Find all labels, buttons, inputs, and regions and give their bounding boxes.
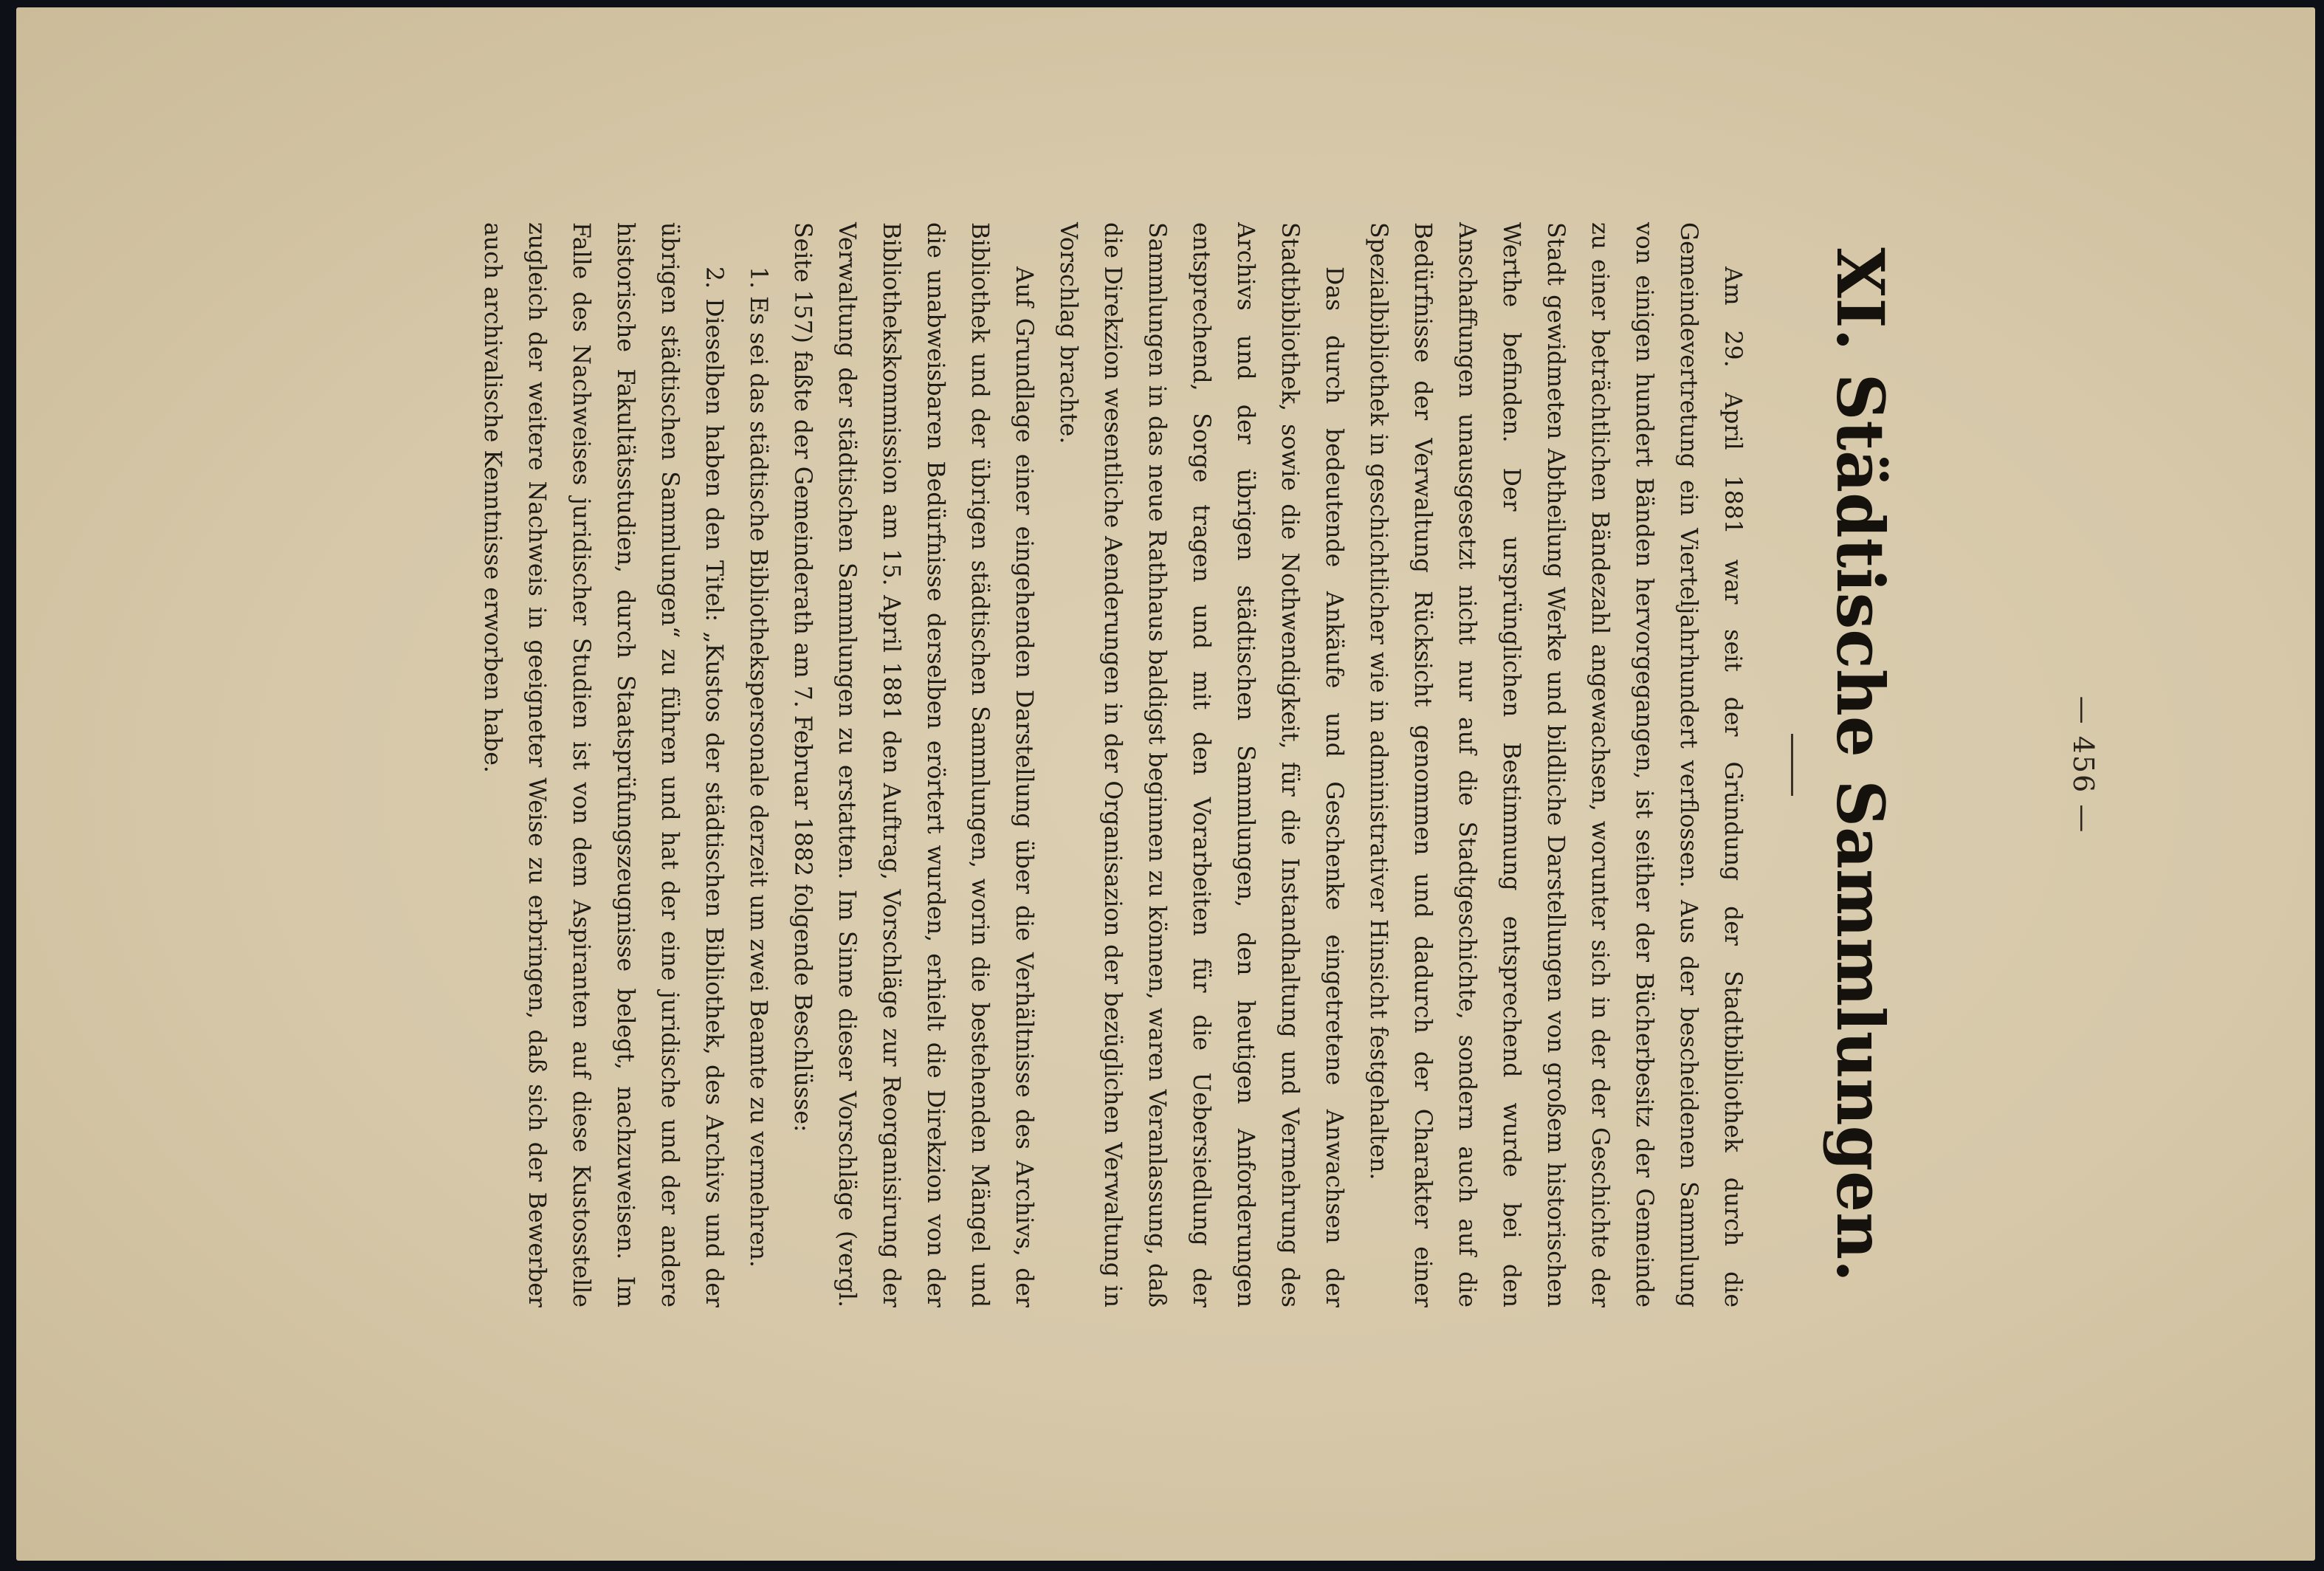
page-number: — 456 — [2067,695,2100,834]
paragraph-5: 2. Dieselben haben den Titel: „Kustos der städtischen Bibliothek, des Archivs und der übrigen städtischen Sammlungen“ zu führen und hat der eine juridische und der andere historische Fakultätsstudien, durch Staatsprüfungszeugnisse belegt, nachzuweisen. Im Falle des Nachweises juridischer Studien ist von dem Aspiranten auf diese Kustosstelle zugleich der weitere Nachweis in geeigneter Weise zu erbringen, daß sich der Bewerber auch archivalische Kenntnisse erworben habe. [479,222,727,1307]
paper-sheet [16,7,2315,1561]
body-text [470,222,1755,1307]
chapter-title: XI. Städtische Sammlungen. [1822,247,1899,1282]
rotated-page-content [241,222,2102,1307]
title-divider [1791,734,1793,796]
paragraph-1: Am 29. April 1881 war seit der Gründung der Stadtbibliothek durch die Gemeindevertretung ein Vierteljahrhundert verflossen. Aus der bescheidenen Sammlung von einigen hundert Bänden hervorgegangen, ist seither der Bücherbesitz der Gemeinde zu einer beträchtlichen Bändezahl angewachsen, worunter sich in der der Geschichte der Stadt gewidmeten Abtheilung Werke und bildliche Darstellungen von großem historischen Werthe befinden. Der ursprünglichen Bestimmung entsprechend wurde bei den Anschaffungen unausgesetzt nicht nur auf die Stadtgeschichte, sondern auch auf die Bedürfnisse der Verwaltung Rücksicht genommen und dadurch der Charakter einer Spezialbibliothek in geschichtlicher wie in administrativer Hinsicht festgehalten. [1365,222,1746,1307]
paragraph-4: 1. Es sei das städtische Bibliothekspersonale derzeit um zwei Beamte zu vermehren. [745,267,771,1268]
paragraph-3: Auf Grundlage einer eingehenden Darstellung über die Verhältnisse des Archivs, der Bibliothek und der übrigen städtischen Sammlungen, worin die bestehenden Mängel und die unabweisbaren Bedürfnisse derselben erörtert wurden, erhielt die Direkzion von der Bibliothekskommission am 15. April 1881 den Auftrag, Vorschläge zur Reorganisirung der Verwaltung der städtischen Sammlungen zu erstatten. Im Sinne dieser Vorschläge (vergl. Seite 157) faßte der Gemeinderath am 7. Februar 1882 folgende Beschlüsse: [789,222,1037,1307]
paragraph-2: Das durch bedeutende Ankäufe und Geschenke eingetretene Anwachsen der Stadtbibliothek, sowie die Nothwendigkeit, für die Instandhaltung und Vermehrung des Archivs und der übrigen städtischen Sammlungen, den heutigen Anforderungen entsprechend, Sorge tragen und mit den Vorarbeiten für die Uebersiedlung der Sammlungen in das neue Rathhaus baldigst beginnen zu können, waren Veranlassung, daß die Direkzion wesentliche Aenderungen in der Organisazion der bezüglichen Verwaltung in Vorschlag brachte. [1055,222,1347,1307]
page-content [241,222,2102,1307]
